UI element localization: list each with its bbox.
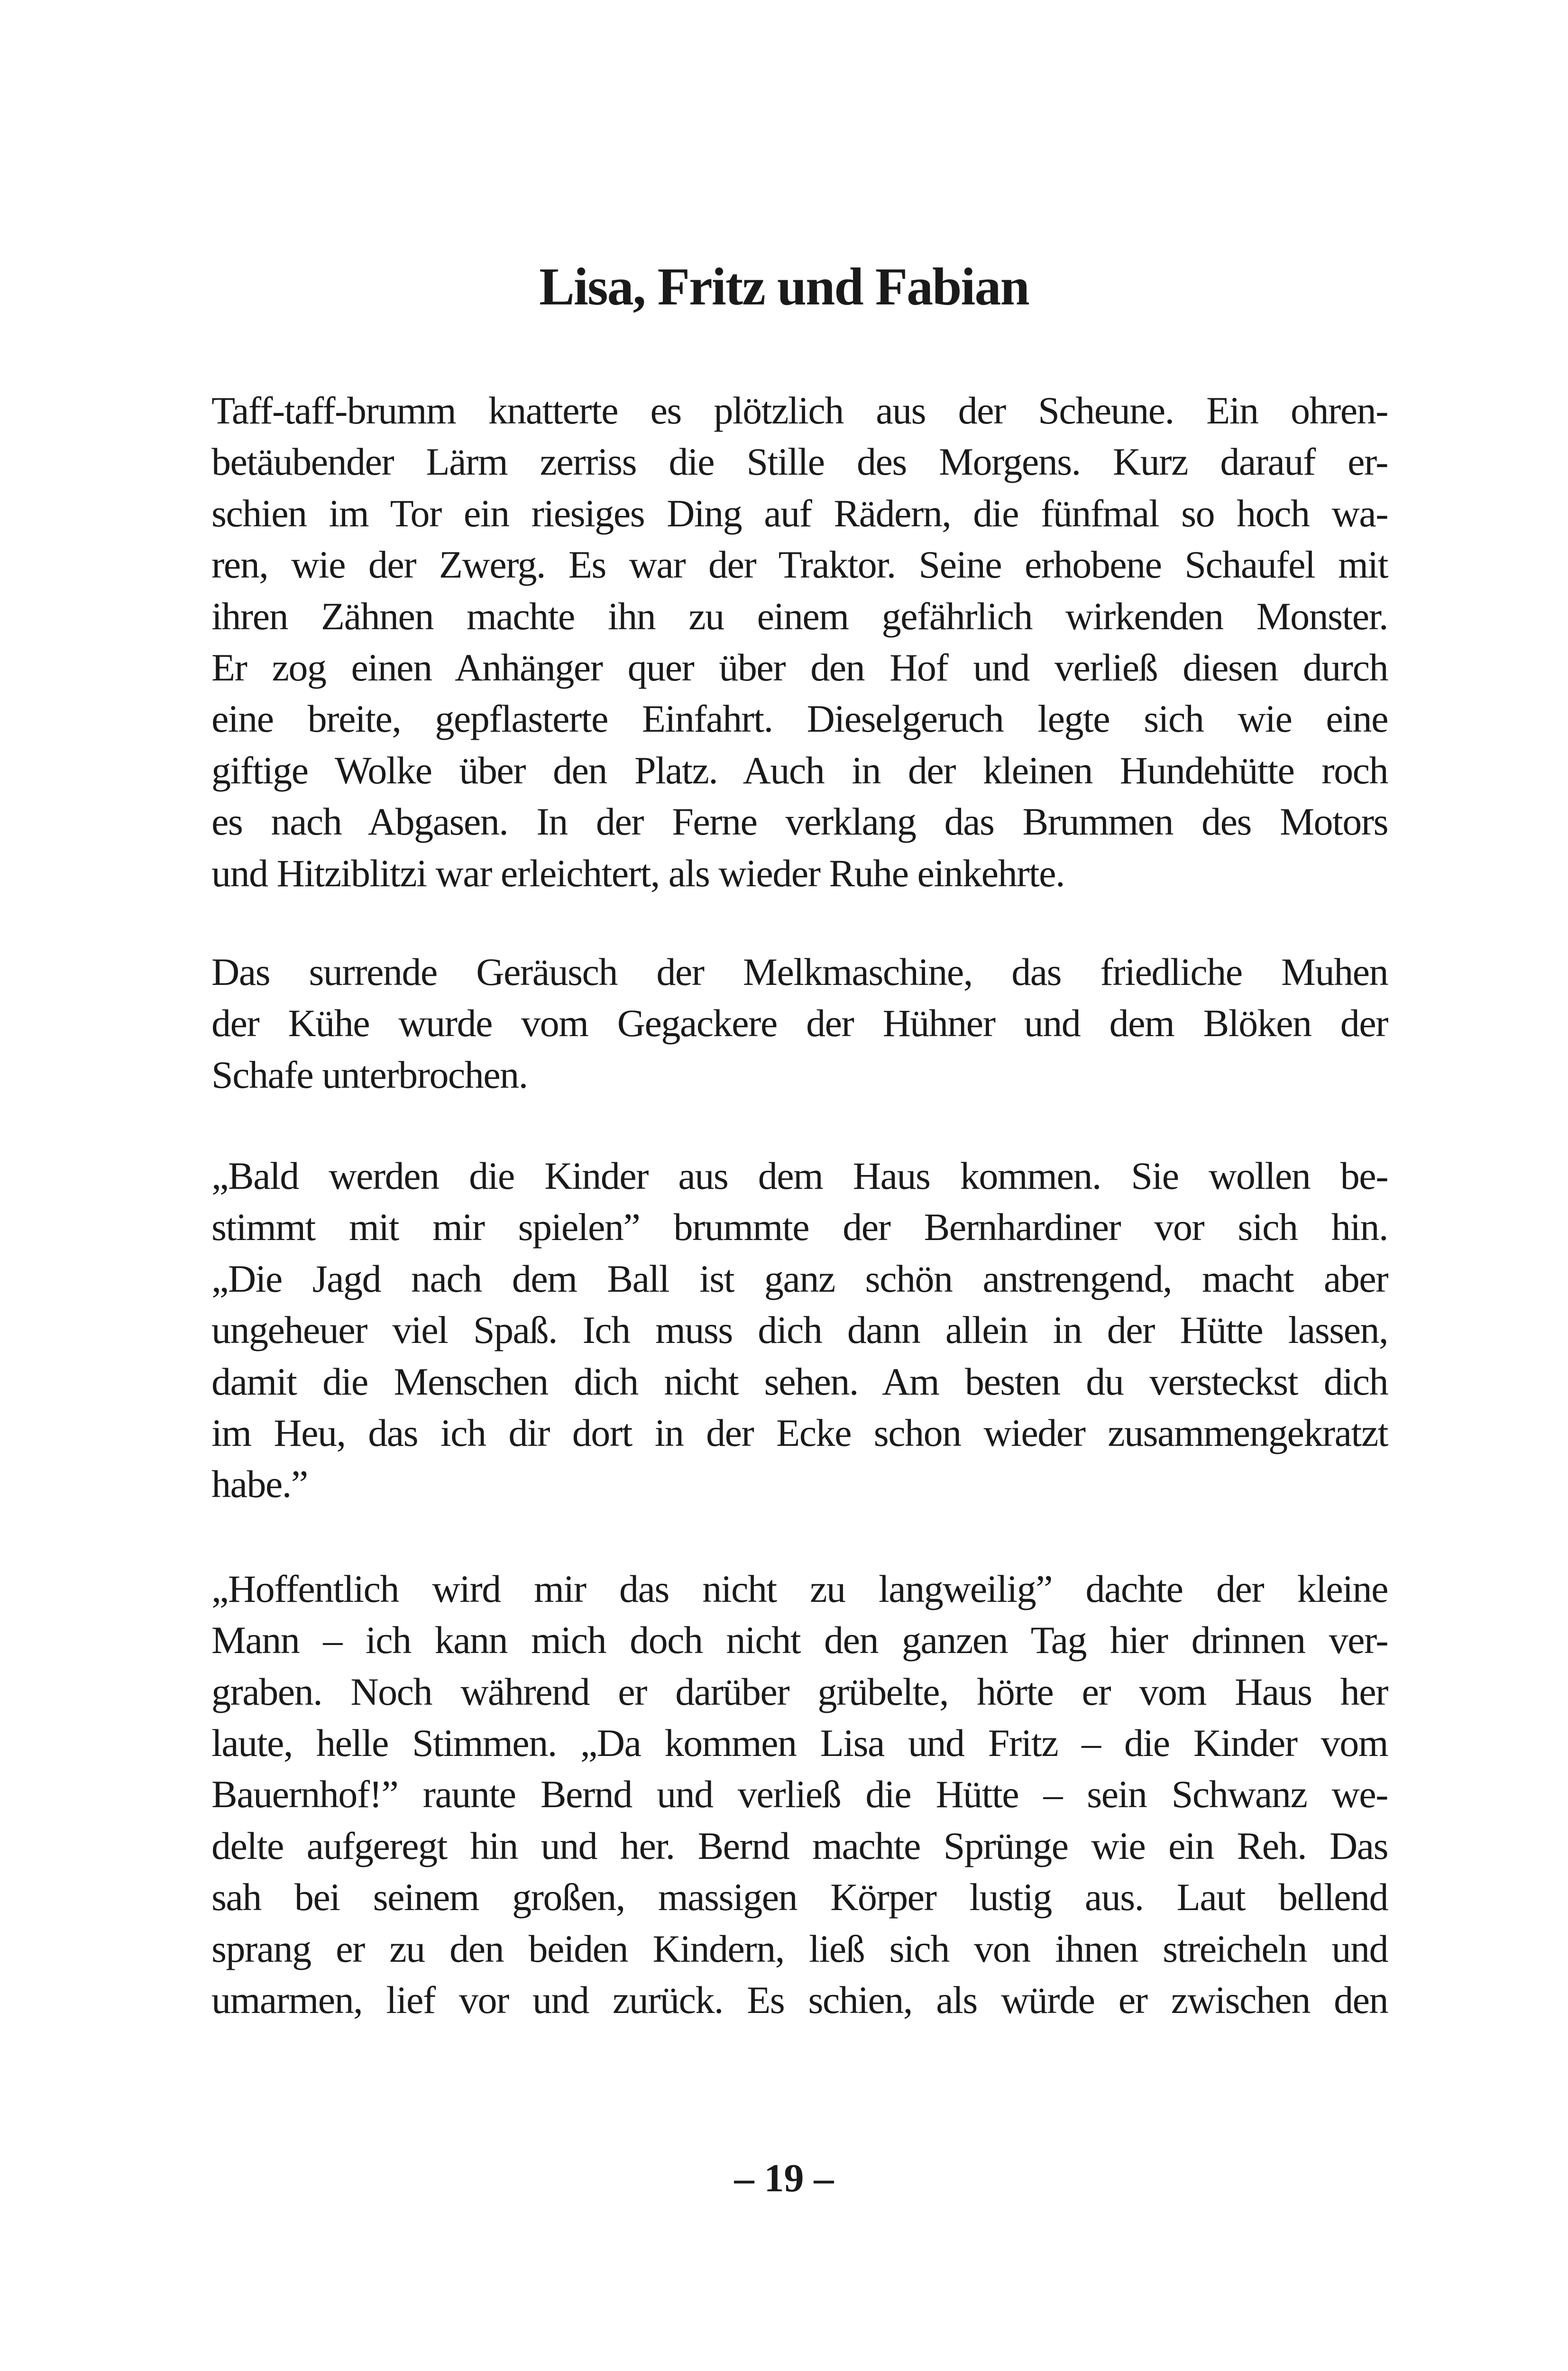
paragraph [211,947,1388,1101]
text-line: „Hoffentlich wird mir das nicht zu langweilig” dachte der kleine [211,1567,1388,1610]
text-line: umarmen, lief vor und zurück. Es schien, als würde er zwischen den [211,1978,1388,2022]
text-line: habe.” [211,1462,308,1506]
text-line: der Kühe wurde vom Gegackere der Hühner und dem Blöken der [211,1002,1388,1045]
text-line: Taff-taff-brumm knatterte es plötzlich aus der Scheune. Ein ohren- [211,389,1388,432]
text-line: giftige Wolke über den Platz. Auch in der kleinen Hundehütte roch [211,748,1388,792]
text-line: Bauernhof!” raunte Bernd und verließ die Hütte – sein Schwanz we- [211,1773,1388,1816]
text-line: es nach Abgasen. In der Ferne verklang das Brummen des Motors [211,800,1388,844]
paragraph [211,1150,1388,1510]
page-number: – 19 – [734,2156,834,2201]
text-line: laute, helle Stimmen. „Da kommen Lisa und Fritz – die Kinder vom [211,1721,1388,1764]
chapter-title: Lisa, Fritz und Fabian [539,257,1029,316]
text-line: schien im Tor ein riesiges Ding auf Rädern, die fünfmal so hoch wa- [211,491,1388,535]
text-line: Er zog einen Anhänger quer über den Hof und verließ diesen durch [211,645,1388,689]
text-line: Schafe unterbrochen. [211,1053,528,1096]
text-line: ihren Zähnen machte ihn zu einem gefährlich wirkenden Monster. [211,594,1388,638]
text-line: im Heu, das ich dir dort in der Ecke schon wieder zusammengekratzt [211,1411,1388,1455]
text-line: und Hitziblitzi war erleichtert, als wieder Ruhe einkehrte. [211,851,1065,895]
text-line: eine breite, gepflasterte Einfahrt. Dieselgeruch legte sich wie eine [211,697,1388,741]
text-line: betäubender Lärm zerriss die Stille des Morgens. Kurz darauf er- [211,440,1388,484]
text-line: stimmt mit mir spielen” brummte der Bernhardiner vor sich hin. [211,1205,1388,1249]
text-line: Das surrende Geräusch der Melkmaschine, das friedliche Muhen [211,950,1388,993]
text-line: sprang er zu den beiden Kindern, ließ sich von ihnen streicheln und [211,1927,1388,1970]
paragraph [211,1563,1388,2026]
text-line: graben. Noch während er darüber grübelte, hörte er vom Haus her [211,1670,1388,1713]
text-line: sah bei seinem großen, massigen Körper lustig aus. Laut bellend [211,1875,1388,1919]
text-line: ungeheuer viel Spaß. Ich muss dich dann allein in der Hütte lassen, [211,1308,1388,1352]
text-line: damit die Menschen dich nicht sehen. Am besten du versteckst dich [211,1360,1388,1403]
text-line: Mann – ich kann mich doch nicht den ganzen Tag hier drinnen ver- [211,1618,1388,1662]
paragraph [211,385,1388,899]
text-line: „Bald werden die Kinder aus dem Haus kommen. Sie wollen be- [211,1154,1388,1198]
text-line: ren, wie der Zwerg. Es war der Traktor. Seine erhobene Schaufel mit [211,543,1388,587]
text-line: „Die Jagd nach dem Ball ist ganz schön anstrengend, macht aber [211,1257,1388,1300]
text-line: delte aufgeregt hin und her. Bernd machte Sprünge wie ein Reh. Das [211,1824,1388,1867]
